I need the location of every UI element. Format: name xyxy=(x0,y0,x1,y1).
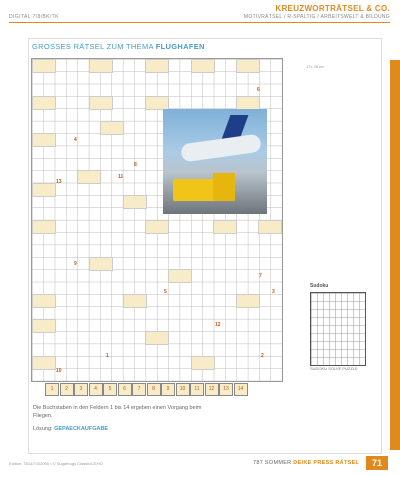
footer-brand: DEIKE PRESS RÄTSEL xyxy=(293,460,360,466)
solution-row xyxy=(45,383,248,396)
marker-1: 1 xyxy=(106,353,109,359)
page-number: 71 xyxy=(366,456,388,470)
puzzle-title xyxy=(32,42,205,51)
clue-cell xyxy=(77,170,101,184)
solution-cell[interactable]: 10 xyxy=(176,383,190,396)
marker-5: 5 xyxy=(164,289,167,295)
solution-cell[interactable]: 7 xyxy=(132,383,146,396)
solution-line xyxy=(33,426,108,432)
section-title: KREUZWORTRÄTSEL & CO. xyxy=(275,4,390,13)
clue-cell xyxy=(32,220,56,234)
clue-cell xyxy=(32,133,56,147)
header-right-text: MOTIVRÄTSEL / R-SPALTIG / ARBEITSWELT & BILDUNG xyxy=(243,14,390,20)
clue-cell xyxy=(32,59,56,73)
clue-cell xyxy=(89,59,113,73)
solution-cell[interactable]: 5 xyxy=(103,383,117,396)
solution-cell[interactable]: 3 xyxy=(74,383,88,396)
clue-cell xyxy=(32,294,56,308)
clue-cell xyxy=(145,331,169,345)
plane-body xyxy=(180,134,262,163)
clue-cell xyxy=(191,356,215,370)
clue-cell xyxy=(100,121,124,135)
solution-cell[interactable]: 1 xyxy=(45,383,59,396)
footer-prefix: 787 SOMMER xyxy=(253,460,294,466)
clue-cell xyxy=(236,294,260,308)
marker-10: 10 xyxy=(56,368,62,374)
marker-8: 8 xyxy=(134,162,137,168)
clue-cell xyxy=(145,96,169,110)
marker-3: 3 xyxy=(272,289,275,295)
marker-6: 6 xyxy=(257,87,260,93)
puzzle-title-prefix: GROSSES RÄTSEL ZUM THEMA xyxy=(32,42,156,51)
clue-cell xyxy=(213,220,237,234)
footer-publication xyxy=(253,460,359,466)
clue-cell xyxy=(236,96,260,110)
marker-13: 13 xyxy=(56,179,62,185)
solution-cell[interactable]: 6 xyxy=(118,383,132,396)
clue-cell xyxy=(123,294,147,308)
clue-cell xyxy=(32,319,56,333)
solution-cell[interactable]: 2 xyxy=(60,383,74,396)
clue-cell xyxy=(123,195,147,209)
clue-cell xyxy=(145,220,169,234)
clue-cell xyxy=(145,59,169,73)
puzzle-title-topic: FLUGHAFEN xyxy=(155,42,205,51)
solution-cell[interactable]: 4 xyxy=(89,383,103,396)
clue-cell xyxy=(191,59,215,73)
clue-cell xyxy=(89,257,113,271)
sudoku-grid[interactable] xyxy=(310,292,366,366)
sudoku-label: Sudoku xyxy=(310,283,329,289)
solution-cell[interactable]: 8 xyxy=(147,383,161,396)
solution-cell[interactable]: 9 xyxy=(161,383,175,396)
footer-credit: Edition: 7814/7/3/2000 • © Sugarbugs Classic/CEHO xyxy=(9,461,103,466)
solution-cell[interactable]: 14 xyxy=(234,383,248,396)
marker-11: 11 xyxy=(118,174,124,180)
truck-cab xyxy=(213,173,235,201)
clue-cell xyxy=(32,356,56,370)
marker-2: 2 xyxy=(261,353,264,359)
size-label: 17x 26 cm xyxy=(306,64,325,69)
side-tab xyxy=(390,60,400,450)
solution-label: Lösung: xyxy=(33,426,55,432)
clue-cell xyxy=(258,220,282,234)
clue-cell xyxy=(236,59,260,73)
marker-12: 12 xyxy=(215,322,221,328)
marker-7: 7 xyxy=(259,273,262,279)
clue-cell xyxy=(32,183,56,197)
sudoku-caption: SUDOKU SOLVE PUZZLE xyxy=(310,366,358,371)
clue-cell xyxy=(89,96,113,110)
airport-photo xyxy=(163,109,267,214)
marker-4: 4 xyxy=(74,137,77,143)
instruction-text: Die Buchstaben in den Feldern 1 bis 14 ergeben einen Vorgang beim Fliegen. xyxy=(33,405,202,419)
crossword-grid[interactable] xyxy=(31,58,283,382)
solution-cell[interactable]: 13 xyxy=(219,383,233,396)
clue-cell xyxy=(168,269,192,283)
solution-value: GEPAECKAUFGABE xyxy=(54,426,109,432)
solution-cell[interactable]: 12 xyxy=(205,383,219,396)
clue-cell xyxy=(32,96,56,110)
marker-9: 9 xyxy=(74,261,77,267)
header-left-text: DIGITAL 7/8/BK/TK xyxy=(9,14,59,20)
solution-cell[interactable]: 11 xyxy=(190,383,204,396)
header-rule xyxy=(9,22,390,23)
